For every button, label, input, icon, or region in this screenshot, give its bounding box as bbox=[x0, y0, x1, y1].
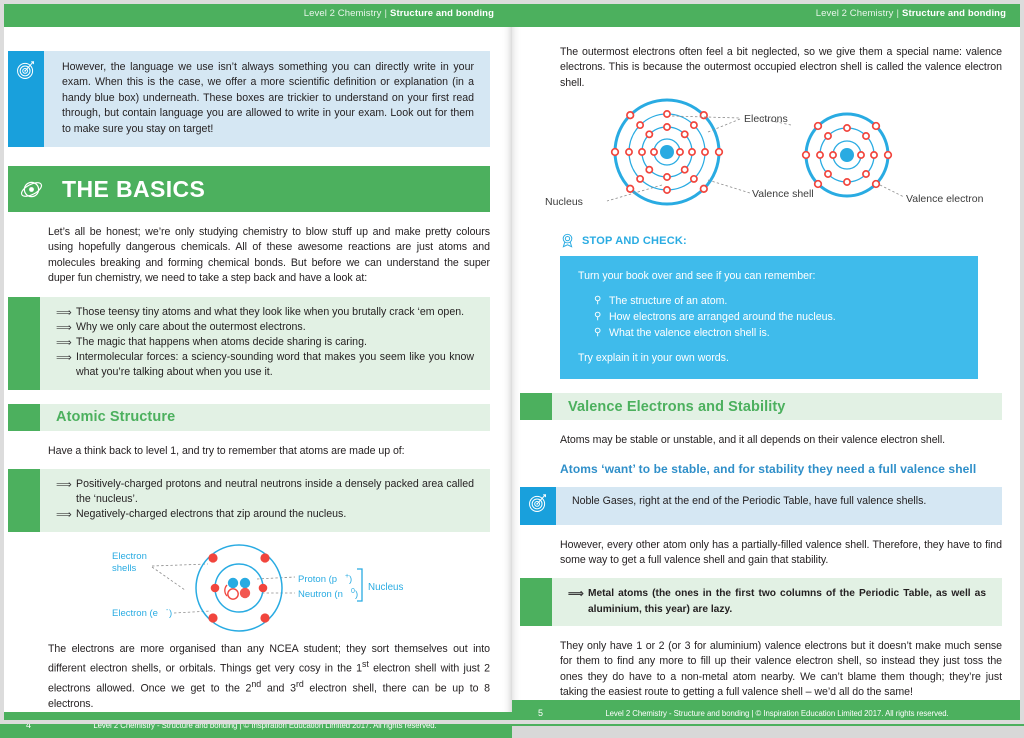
label-nucleus: Nucleus bbox=[545, 196, 583, 209]
right-page-footer bbox=[512, 700, 1024, 726]
right-stability-column bbox=[512, 433, 1024, 448]
blue-statement: Atoms ‘want’ to be stable, and for stability they need a full valence shell bbox=[560, 461, 977, 476]
list-item-text: The magic that happens when atoms decide sharing is caring. bbox=[76, 336, 367, 349]
right-running-header bbox=[512, 0, 1024, 27]
closing-part-b: electron shell with just 2 electrons allowed. Once we get to the 2 bbox=[48, 662, 490, 695]
stability-paragraph: Atoms may be stable or unstable, and it all depends on their valence electron shell. bbox=[560, 434, 946, 447]
arrow-bullet-icon: ⟹ bbox=[56, 321, 72, 334]
stop-and-check-lead: Turn your book over and see if you can remember: bbox=[578, 270, 816, 283]
list-item-text: Negatively-charged electrons that zip around the nucleus. bbox=[76, 508, 347, 521]
list-item-text: Intermolecular forces: a sciency-sounding word that makes you seem like you know what you’re talking about when you use it. bbox=[76, 351, 474, 379]
left-closing-column bbox=[0, 642, 512, 713]
closing-paragraph bbox=[48, 642, 490, 713]
metal-atoms-bullet-list bbox=[552, 578, 1002, 625]
ordinal-1st: st bbox=[361, 659, 369, 670]
list-item-text: What the valence electron shell is. bbox=[609, 327, 770, 340]
subheading-title: Valence Electrons and Stability bbox=[568, 398, 786, 415]
label-electron-shells-line2: shells bbox=[112, 562, 137, 574]
running-header-topic: Structure and bonding bbox=[390, 8, 494, 19]
stop-and-check-tail: Try explain it in your own words. bbox=[578, 352, 729, 365]
svg-text:0: 0 bbox=[351, 587, 355, 595]
right-page-number: 5 bbox=[538, 708, 544, 719]
list-item bbox=[56, 477, 474, 507]
closing-part-a: The electrons are more organised than any NCEA student; they sort themselves out into different electron shells, or orbitals. Things get very cosy in the 1 bbox=[48, 642, 490, 675]
ordinal-3rd: rd bbox=[295, 679, 304, 690]
stop-and-check-label: STOP AND CHECK: bbox=[582, 234, 687, 247]
arrow-bullet-icon: ⟹ bbox=[56, 479, 72, 492]
list-item-text: Positively-charged protons and neutral neutrons inside a densely packed area called the ‘nucleus’. bbox=[76, 478, 474, 506]
closing-part-c: and 3 bbox=[261, 682, 296, 695]
list-item bbox=[56, 507, 474, 522]
list-item-text: Why we only care about the outermost electrons. bbox=[76, 320, 306, 333]
right-page bbox=[512, 0, 1024, 724]
overview-bullet-panel bbox=[8, 297, 490, 390]
list-item-text: The structure of an atom. bbox=[609, 295, 728, 308]
left-page-body bbox=[0, 27, 512, 712]
label-electron: Electron (e bbox=[112, 607, 158, 619]
list-item bbox=[594, 309, 960, 325]
running-header-subject: Level 2 Chemistry bbox=[303, 8, 382, 19]
ordinal-2nd: nd bbox=[251, 679, 262, 690]
list-item bbox=[56, 350, 474, 380]
list-item bbox=[56, 320, 474, 335]
running-header-subject: Level 2 Chemistry bbox=[815, 8, 894, 19]
left-page-footer bbox=[0, 712, 512, 738]
left-intro-column bbox=[0, 225, 512, 287]
left-tip-box bbox=[8, 51, 490, 147]
left-page bbox=[0, 0, 512, 731]
left-running-header bbox=[0, 0, 512, 27]
left-tip-box-text: However, the language we use isn’t always something you can directly write in your exam. When this is the case, we offer a more scientific definition or explanation (in a handy blue box) underneath. These boxes are trickier to understand on your first read through, but contain language you are allowed to write in your exam. Look out for them to make sure you stay on target! bbox=[62, 61, 474, 135]
right-however-column bbox=[512, 538, 1024, 569]
bullet-panel-accent-tab bbox=[8, 469, 40, 532]
target-icon bbox=[15, 59, 37, 81]
bulb-bullet-icon: ⚲ bbox=[594, 295, 602, 307]
running-header-separator: | bbox=[896, 8, 900, 19]
right-lazy-column bbox=[512, 639, 1024, 701]
right-page-body bbox=[512, 27, 1024, 700]
subheading-atomic-structure bbox=[8, 404, 490, 431]
valence-atoms-diagram bbox=[512, 97, 1024, 217]
closing-part-d: electron shell, there can be up to 8 electrons. bbox=[48, 682, 491, 710]
tip-box-accent-bar bbox=[8, 51, 44, 147]
badge-ribbon-icon bbox=[560, 233, 575, 248]
list-item-text: How electrons are arranged around the nucleus. bbox=[609, 311, 836, 324]
arrow-bullet-icon: ⟹ bbox=[56, 306, 72, 319]
left-recall-column bbox=[0, 444, 512, 459]
bullet-panel-accent-tab bbox=[520, 578, 552, 625]
intro-paragraph: Let’s all be honest; we’re only studying chemistry to blow stuff up and make pretty colours using hopefully dangerous chemicals. All of these awesome reactions are just atoms and molecules breaking and forming chemical bonds. But before we can understand the super duper fun chemistry, we need to take a step back and have a look at: bbox=[48, 226, 490, 285]
metal-atoms-bullet-panel bbox=[520, 578, 1002, 625]
label-valence-electron: Valence electron bbox=[906, 193, 984, 206]
list-item-text: Those teensy tiny atoms and what they look like when you brutally crack ‘em open. bbox=[76, 305, 465, 318]
right-opening-column bbox=[512, 45, 1024, 91]
arrow-bullet-icon: ⟹ bbox=[56, 509, 72, 522]
label-electron-shells-line1: Electron bbox=[112, 550, 147, 562]
label-neutron: Neutron (n bbox=[298, 588, 343, 600]
label-valence-shell: Valence shell bbox=[752, 188, 814, 201]
stop-and-check-box bbox=[560, 256, 978, 379]
valence-atoms-figure bbox=[512, 97, 1024, 217]
svg-text:): ) bbox=[169, 607, 173, 619]
bullet-panel-accent-tab bbox=[8, 297, 40, 390]
bulb-bullet-icon: ⚲ bbox=[594, 311, 602, 323]
target-icon bbox=[527, 492, 549, 514]
structure-bullet-list bbox=[40, 469, 490, 532]
lazy-paragraph: They only have 1 or 2 (or 3 for aluminium) valence electrons but it doesn’t make much sense for them to find any more to fill up their valence electron shell, so instead they just toss the ones they do have to a non-metal atom nearby. We can’t blame them though; they’re just taking the easiest route to getting a full valence shell – we’d all do the same! bbox=[560, 639, 1002, 699]
left-page-number: 4 bbox=[26, 720, 32, 731]
stop-and-check-title bbox=[560, 233, 1002, 248]
atom-structure-diagram bbox=[0, 538, 512, 633]
list-item bbox=[56, 305, 474, 320]
section-title: THE BASICS bbox=[62, 175, 206, 202]
overview-bullet-list bbox=[40, 297, 490, 390]
subheading-accent-tab bbox=[8, 404, 40, 431]
svg-text:+: + bbox=[345, 572, 350, 580]
opening-paragraph: The outermost electrons often feel a bit neglected, so we give them a special name: valence electrons. This is because the outermost occupied electron shell is called the valence electron shell. bbox=[560, 46, 1002, 89]
recall-paragraph: Have a think back to level 1, and try to remember that atoms are made up of: bbox=[48, 444, 405, 457]
stop-and-check-list bbox=[594, 293, 960, 341]
label-proton: Proton (p bbox=[298, 573, 338, 585]
tip-box-accent-bar bbox=[520, 487, 556, 525]
list-item bbox=[56, 335, 474, 350]
running-header-separator: | bbox=[384, 8, 388, 19]
label-electrons: Electrons bbox=[744, 113, 788, 126]
list-item bbox=[594, 293, 960, 309]
atom-orbit-icon bbox=[19, 177, 44, 202]
section-header-the-basics bbox=[8, 166, 490, 212]
right-tip-box bbox=[520, 487, 1002, 525]
arrow-bullet-icon: ⟹ bbox=[56, 352, 72, 365]
subheading-title: Atomic Structure bbox=[56, 409, 176, 426]
svg-text:): ) bbox=[355, 588, 359, 600]
label-nucleus: Nucleus bbox=[368, 581, 404, 593]
right-footer-copyright: Level 2 Chemistry - Structure and bonding | © Inspiration Education Limited 2017. All rights reserved. bbox=[605, 708, 949, 718]
left-footer-copyright: Level 2 Chemistry - Structure and bonding | © Inspiration Education Limited 2017. All rights reserved. bbox=[93, 720, 437, 730]
label-electron-charge: - bbox=[166, 606, 169, 614]
right-tip-box-text: Noble Gases, right at the end of the Periodic Table, have full valence shells. bbox=[572, 494, 927, 507]
subheading-accent-tab bbox=[520, 393, 552, 420]
structure-bullet-panel bbox=[8, 469, 490, 532]
list-item-text: Metal atoms (the ones in the first two columns of the Periodic Table, as well as aluminium, this year) are lazy. bbox=[588, 588, 986, 615]
however-paragraph: However, every other atom only has a partially-filled valence shell. Therefore, they have to find some way to get a full valence shell and gain that stability. bbox=[560, 538, 1002, 567]
atom-structure-figure bbox=[0, 538, 512, 633]
arrow-bullet-icon: ⟹ bbox=[56, 337, 72, 350]
svg-text:): ) bbox=[349, 573, 353, 585]
running-header-topic: Structure and bonding bbox=[902, 8, 1006, 19]
list-item bbox=[594, 325, 960, 341]
subheading-valence-electrons-and-stability bbox=[520, 393, 1002, 420]
bulb-bullet-icon: ⚲ bbox=[594, 327, 602, 339]
arrow-bullet-icon: ⟹ bbox=[568, 588, 584, 601]
list-item bbox=[568, 586, 986, 616]
